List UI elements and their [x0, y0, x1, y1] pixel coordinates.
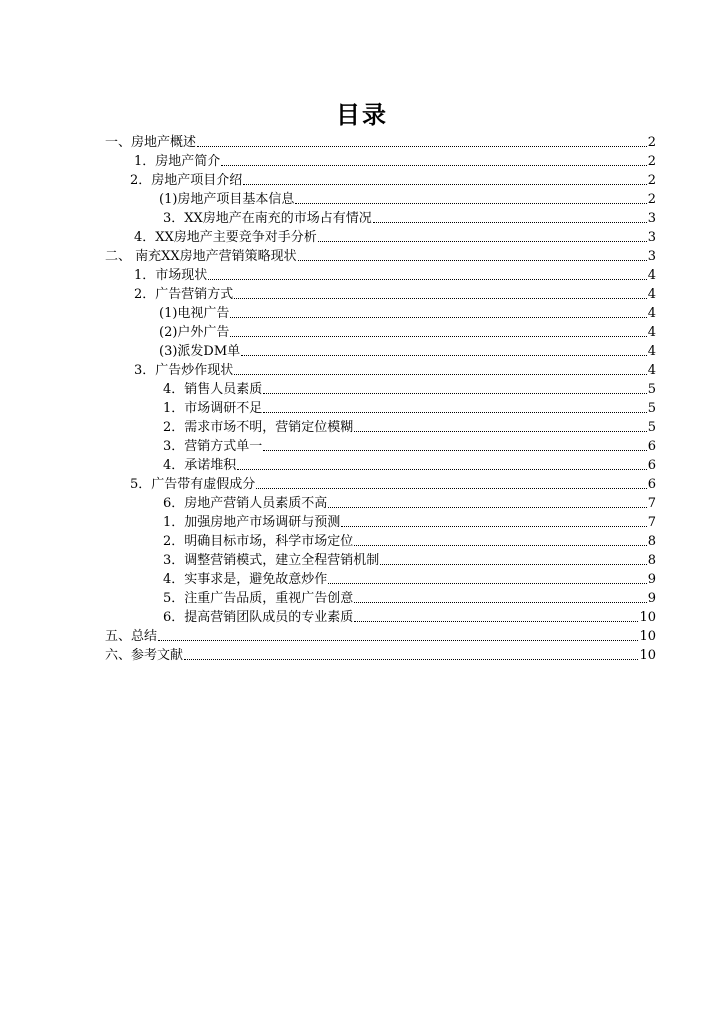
toc-entry[interactable] [159, 189, 656, 208]
toc-entry[interactable] [163, 379, 656, 398]
toc-entry-page: 6 [647, 439, 656, 454]
dot-leader [298, 260, 647, 261]
dot-leader [208, 279, 646, 280]
dot-leader [184, 659, 638, 660]
toc-entry-label: (2)户外广告 [159, 325, 230, 340]
dot-leader [243, 184, 646, 185]
dot-leader [234, 298, 646, 299]
toc-entry-label: 5．广告带有虚假成分 [130, 477, 256, 492]
toc-entry[interactable] [163, 512, 656, 531]
toc-entry-page: 5 [647, 382, 656, 397]
toc-entry[interactable] [159, 341, 656, 360]
toc-entry[interactable] [163, 607, 656, 626]
toc-entry-label: 6．房地产营销人员素质不高 [163, 496, 328, 511]
dot-leader [263, 450, 646, 451]
toc-entry-page: 6 [647, 477, 656, 492]
toc-entry[interactable] [105, 132, 656, 151]
toc-entry-page: 10 [639, 648, 656, 663]
toc-entry-label: 2．需求市场不明，营销定位模糊 [163, 420, 354, 435]
toc-entry-page: 4 [647, 306, 656, 321]
toc-entry-label: 2．明确目标市场，科学市场定位 [163, 534, 354, 549]
dot-leader [354, 621, 638, 622]
dot-leader [354, 602, 646, 603]
dot-leader [373, 222, 647, 223]
toc-entry-page: 9 [647, 572, 656, 587]
toc-entry[interactable] [105, 626, 656, 645]
toc-entry-label: 3．XX房地产在南充的市场占有情况 [163, 211, 372, 226]
toc-entry-label: 1．加强房地产市场调研与预测 [163, 515, 341, 530]
toc-entry[interactable] [134, 151, 656, 170]
toc-entry-label: 六、参考文献 [105, 648, 184, 663]
toc-entry[interactable] [163, 550, 656, 569]
dot-leader [256, 488, 646, 489]
toc-entry[interactable] [163, 531, 656, 550]
toc-entry[interactable] [163, 455, 656, 474]
toc-entry[interactable] [130, 474, 656, 493]
dot-leader [158, 640, 638, 641]
dot-leader [234, 374, 646, 375]
toc-entry-page: 7 [647, 496, 656, 511]
dot-leader [263, 393, 646, 394]
toc-entry-page: 4 [647, 268, 656, 283]
toc-entry-page: 7 [647, 515, 656, 530]
toc-entry-label: 1．房地产简介 [134, 154, 221, 169]
toc-entry-page: 6 [647, 458, 656, 473]
toc-entry-page: 2 [647, 173, 656, 188]
dot-leader [328, 583, 646, 584]
dot-leader [221, 165, 646, 166]
toc-entry[interactable] [163, 208, 656, 227]
toc-entry[interactable] [163, 588, 656, 607]
toc-entry[interactable] [134, 284, 656, 303]
dot-leader [341, 526, 646, 527]
toc-entry-label: 3．调整营销模式，建立全程营销机制 [163, 553, 380, 568]
toc-entry-page: 3 [647, 249, 656, 264]
toc-entry-label: 3．营销方式单一 [163, 439, 263, 454]
toc-entry-page: 4 [647, 344, 656, 359]
toc-entry[interactable] [163, 569, 656, 588]
toc-entry-page: 2 [647, 135, 656, 150]
toc-entry[interactable] [163, 398, 656, 417]
toc-entry-label: 6．提高营销团队成员的专业素质 [163, 610, 354, 625]
toc-entry-label: 4．销售人员素质 [163, 382, 263, 397]
toc-entry-label: 4．承诺堆积 [163, 458, 237, 473]
dot-leader [318, 241, 647, 242]
toc-entry-page: 4 [647, 287, 656, 302]
dot-leader [263, 412, 646, 413]
toc-entry-page: 5 [647, 401, 656, 416]
toc-entry[interactable] [159, 322, 656, 341]
toc-entry-label: (3)派发DM单 [159, 344, 241, 359]
toc-entry[interactable] [134, 227, 656, 246]
toc-entry-label: (1)房地产项目基本信息 [159, 192, 295, 207]
toc-entry-label: 5．注重广告品质，重视广告创意 [163, 591, 354, 606]
toc-entry-label: 2．房地产项目介绍 [130, 173, 243, 188]
dot-leader [295, 203, 646, 204]
dot-leader [230, 336, 646, 337]
toc-entry[interactable] [159, 303, 656, 322]
toc-entry-label: (1)电视广告 [159, 306, 230, 321]
toc-entry-page: 2 [647, 192, 656, 207]
toc-entry-page: 3 [647, 211, 656, 226]
toc-entry-page: 8 [647, 534, 656, 549]
toc-entry-page: 2 [647, 154, 656, 169]
toc-entry-page: 8 [647, 553, 656, 568]
toc-entry[interactable] [163, 493, 656, 512]
toc-entry-page: 10 [639, 610, 656, 625]
dot-leader [197, 146, 647, 147]
toc-entry-label: 4．XX房地产主要竞争对手分析 [134, 230, 317, 245]
toc-entry[interactable] [105, 246, 656, 265]
toc-entry-page: 4 [647, 363, 656, 378]
toc-entry-page: 3 [647, 230, 656, 245]
dot-leader [354, 431, 646, 432]
toc-entry-label: 4．实事求是，避免故意炒作 [163, 572, 328, 587]
toc-entry-page: 4 [647, 325, 656, 340]
dot-leader [241, 355, 647, 356]
page-title: 目录 [336, 101, 388, 129]
toc-entry-page: 5 [647, 420, 656, 435]
dot-leader [354, 545, 646, 546]
toc-entry-label: 二、 南充XX房地产营销策略现状 [105, 249, 297, 264]
toc-entry[interactable] [134, 265, 656, 284]
dot-leader [230, 317, 646, 318]
toc-entry[interactable] [163, 417, 656, 436]
toc-entry-label: 2．广告营销方式 [134, 287, 234, 302]
toc-entry-label: 1．市场调研不足 [163, 401, 263, 416]
toc-entry[interactable] [163, 436, 656, 455]
toc-entry-label: 1．市场现状 [134, 268, 208, 283]
toc-entry-page: 10 [639, 629, 656, 644]
dot-leader [237, 469, 646, 470]
toc-entry-page: 9 [647, 591, 656, 606]
toc-entry-label: 一、房地产概述 [105, 135, 197, 150]
toc-entry[interactable] [130, 170, 656, 189]
dot-leader [380, 564, 646, 565]
toc-entry-label: 五、总结 [105, 629, 158, 644]
dot-leader [328, 507, 646, 508]
toc-entry[interactable] [134, 360, 656, 379]
toc-entry-label: 3．广告炒作现状 [134, 363, 234, 378]
toc-entry[interactable] [105, 645, 656, 664]
